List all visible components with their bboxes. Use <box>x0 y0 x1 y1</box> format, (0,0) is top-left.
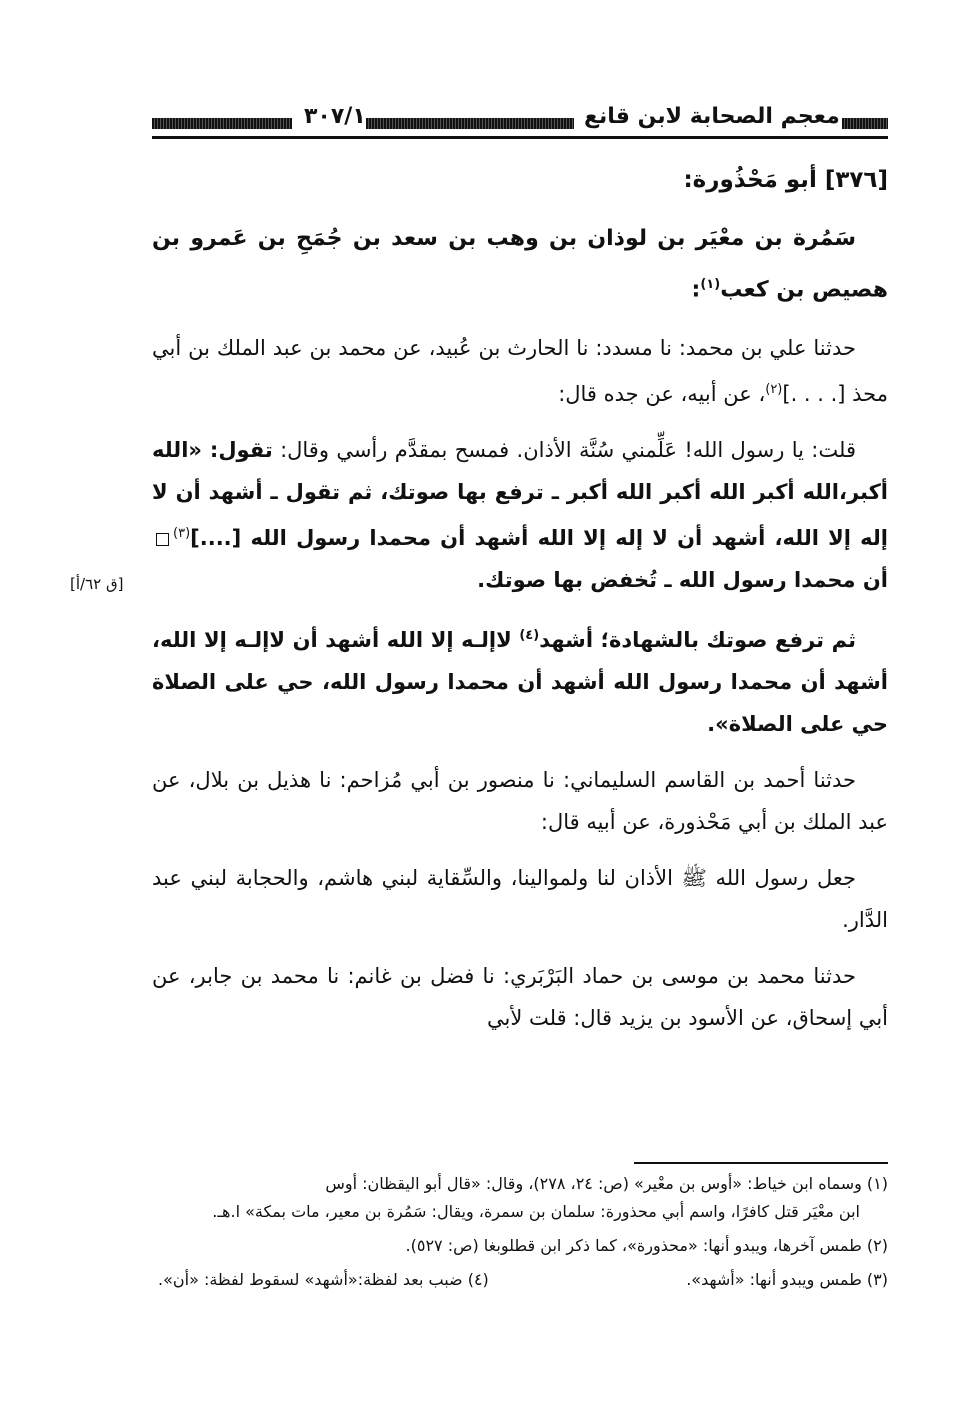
book-title: معجم الصحابة لابن قانع <box>584 104 840 129</box>
footnote-1-rest: ابن معْيَر قتل كافرًا، واسم أبي محذورة: سلمان بن سمرة، ويقال: سَمُرة بن معير، مات بمكة» ا.هـ. <box>212 1202 860 1221</box>
header-ornament-bar <box>366 118 574 129</box>
hadith-text-2: ثم ترفع صوتك بالشهادة؛ أشهد$^{(٤)}$ لاإلـه إلا الله أشهد أن لاإلـه إلا الله، أشهد أن محمدا رسول الله أشهد أن محمدا رسول الله، حي على الصلاة حي على الصلاة». <box>152 628 888 737</box>
footnote-ref-1: (١) <box>700 277 721 292</box>
footnote-4: (٤) ضبب بعد لفظة:«أشهد» لسقوط لفظة: «أن». <box>158 1270 489 1289</box>
footnote-rule <box>634 1162 888 1164</box>
footnote-3: (٣) طمس ويبدو أنها: «أشهد». <box>686 1270 888 1289</box>
running-header <box>152 104 888 140</box>
footnotes-row <box>152 1264 888 1296</box>
entry-title: [٣٧٦] أبو مَحْذُورة: <box>683 167 888 193</box>
lineage-text: سَمُرة بن معْيَر بن لوذان بن وهب بن سعد بن جُمَحِ بن عَمرو بن هصيص بن كعب <box>152 226 888 303</box>
hadith-chain-3: حدثنا محمد بن موسى بن حماد البَرْبَري: نا فضل بن غانم: نا محمد بن جابر، عن أبي إسحاق، عن الأسود بن يزيد قال: قلت لأبي <box>152 964 888 1031</box>
hadith-chain-1: حدثنا علي بن محمد: نا مسدد: نا الحارث بن عُبيد، عن محمد بن عبد الملك بن أبي محذ [. . . .]$^{(٢)}$، عن أبيه، عن جده قال: <box>152 336 888 407</box>
manuscript-folio-ref: [ق ٦٢/أ] <box>70 575 124 593</box>
footnote-ref-2: (٢) <box>765 382 783 398</box>
header-ornament-bar <box>842 118 888 129</box>
header-ornament-bar <box>152 118 292 129</box>
header-rule <box>152 136 888 139</box>
footnote-1-line1: (١) وسماه ابن خياط: «أوس بن معْير» (ص: ٢٤، ٢٧٨)، وقال: «قال أبو اليقظان: أوس <box>325 1174 888 1193</box>
main-text <box>152 158 888 1039</box>
footnote-ref-3: (٣) <box>173 526 191 542</box>
hadith-text-3: جعل رسول الله ﷺ الأذان لنا ولموالينا، والسِّقاية لبني هاشم، والحجابة لبني عبد الدَّار. <box>152 866 888 933</box>
hadith-text-1: قلت: يا رسول الله! عَلِّمني سُنَّة الأذان. فمسح بمقدَّم رأسي وقال: تقول: «الله أكبر،الله أكبر الله أكبر الله أكبر ـ ترفع بها صوتك، ثم تقول ـ أشهد أن لا إله إلا الله، أشهد أن لا إله إلا الله أشهد أن محمدا رسول الله [....]$^{(٣)}$ أن محمدا رسول الله ـ تُخفض بها صوتك. <box>152 438 888 593</box>
page-reference: ٣٠٧/١ <box>304 104 366 129</box>
hadith-chain-2: حدثنا أحمد بن القاسم السليماني: نا منصور بن أبي مُزاحم: نا هذيل بن بلال، عن عبد الملك بن أبي مَحْذورة، عن أبيه قال: <box>152 768 888 835</box>
footnotes <box>152 1170 888 1296</box>
footnote-2: (٢) طمس آخرها، ويبدو أنها: «محذورة»، كما ذكر ابن قطلوبغا (ص: ٥٢٧). <box>405 1236 888 1255</box>
footnote-ref-4: (٤) <box>519 628 540 644</box>
square-marker-icon <box>156 533 169 546</box>
lineage: سَمُرة بن معْيَر بن لوذان بن وهب بن سعد بن جُمَحِ بن عَمرو بن هصيص بن كعب$^{(١)}$: <box>152 226 888 303</box>
